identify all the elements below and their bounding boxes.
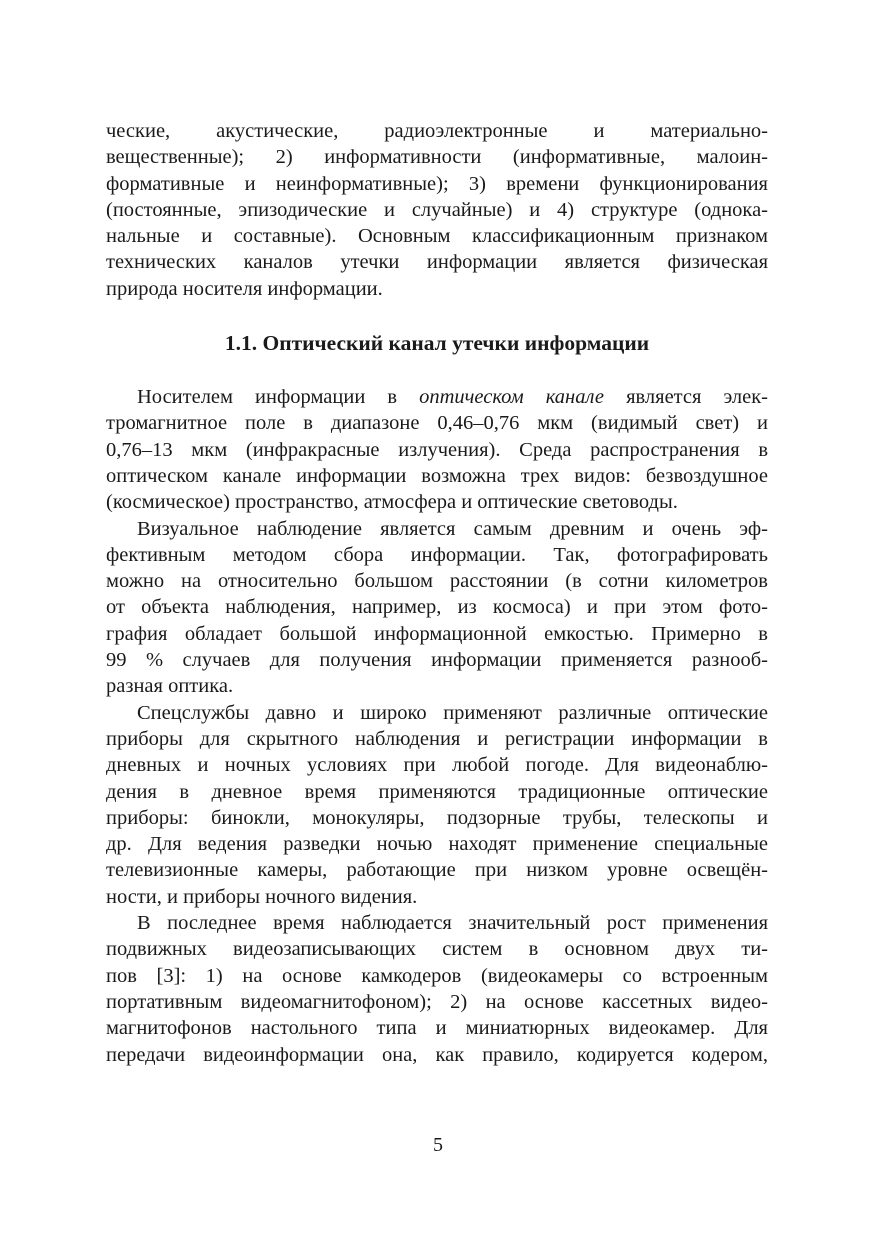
text-line: Спецслужбы давно и широко применяют различные оптические [137, 701, 768, 724]
text-line: 99 % случаев для получения информации применяется разнооб- [106, 649, 768, 672]
text-line: нальные и составные). Основным классификационным признаком [106, 225, 768, 248]
text-line: дневных и ночных условиях при любой погоде. Для видеонаблю- [106, 754, 768, 777]
section-heading: 1.1. Оптический канал утечки информации [224, 331, 650, 356]
text-line: приборы: бинокли, монокуляры, подзорные трубы, телескопы и [106, 806, 768, 829]
text-line: передачи видеоинформации она, как правило, кодируется кодером, [106, 1043, 768, 1066]
text-line: (космическое) пространство, атмосфера и оптические световоды. [106, 491, 678, 514]
text-span: является элек- [604, 386, 768, 409]
text-line: магнитофонов настольного типа и миниатюрных видеокамер. Для [106, 1017, 768, 1040]
text-line: от объекта наблюдения, например, из космоса) и при этом фото- [106, 596, 768, 619]
page-number: 5 [433, 1134, 443, 1156]
intro-paragraph [106, 118, 768, 302]
paragraph-optical-carrier [106, 384, 768, 515]
paragraph-visual-observation [106, 516, 768, 700]
paragraph-video-systems [106, 910, 768, 1068]
text-line [106, 384, 768, 410]
text-line: можно на относительно большом расстоянии (в сотни километров [106, 570, 768, 593]
text-line: тромагнитное поле в диапазоне 0,46–0,76 мкм (видимый свет) и [106, 412, 768, 435]
text-line: 0,76–13 мкм (инфракрасные излучения). Среда распространения в [106, 438, 768, 461]
text-span: Носителем информации в [137, 386, 420, 409]
page-body [106, 118, 768, 1068]
text-line: графия обладает большой информационной емкостью. Примерно в [106, 622, 768, 645]
text-line: дения в дневное время применяются традиционные оптические [106, 780, 768, 803]
text-line: вещественные); 2) информативности (информативные, малоин- [106, 146, 768, 169]
text-line: приборы для скрытного наблюдения и регистрации информации в [106, 727, 768, 750]
text-line: формативные и неинформативные); 3) времени функционирования [106, 172, 768, 195]
text-line: В последнее время наблюдается значительный рост применения [137, 912, 768, 935]
text-line: ности, и приборы ночного видения. [106, 885, 418, 908]
text-line: природа носителя информации. [106, 277, 383, 300]
text-line: технических каналов утечки информации является физическая [106, 251, 768, 274]
text-line: Визуальное наблюдение является самым древним и очень эф- [137, 517, 768, 540]
text-line: телевизионные камеры, работающие при низком уровне освещён- [106, 859, 768, 882]
text-line: др. Для ведения разведки ночью находят применение специальные [106, 833, 768, 856]
text-line: оптическом канале информации возможна трех видов: безвоздушное [106, 464, 768, 487]
text-line: подвижных видеозаписывающих систем в основном двух ти- [106, 938, 768, 961]
text-line: разная оптика. [106, 675, 234, 698]
text-line: пов [3]: 1) на основе камкодеров (видеокамеры со встроенным [106, 964, 768, 987]
text-line: (постоянные, эпизодические и случайные) и 4) структуре (однока- [106, 198, 768, 221]
text-line: ческие, акустические, радиоэлектронные и материально- [106, 120, 768, 142]
text-line: портативным видеомагнитофоном); 2) на основе кассетных видео- [106, 990, 768, 1013]
italic-term: оптическом канале [419, 386, 605, 409]
text-line: фективным методом сбора информации. Так, фотографировать [106, 543, 768, 566]
paragraph-special-services [106, 700, 768, 910]
